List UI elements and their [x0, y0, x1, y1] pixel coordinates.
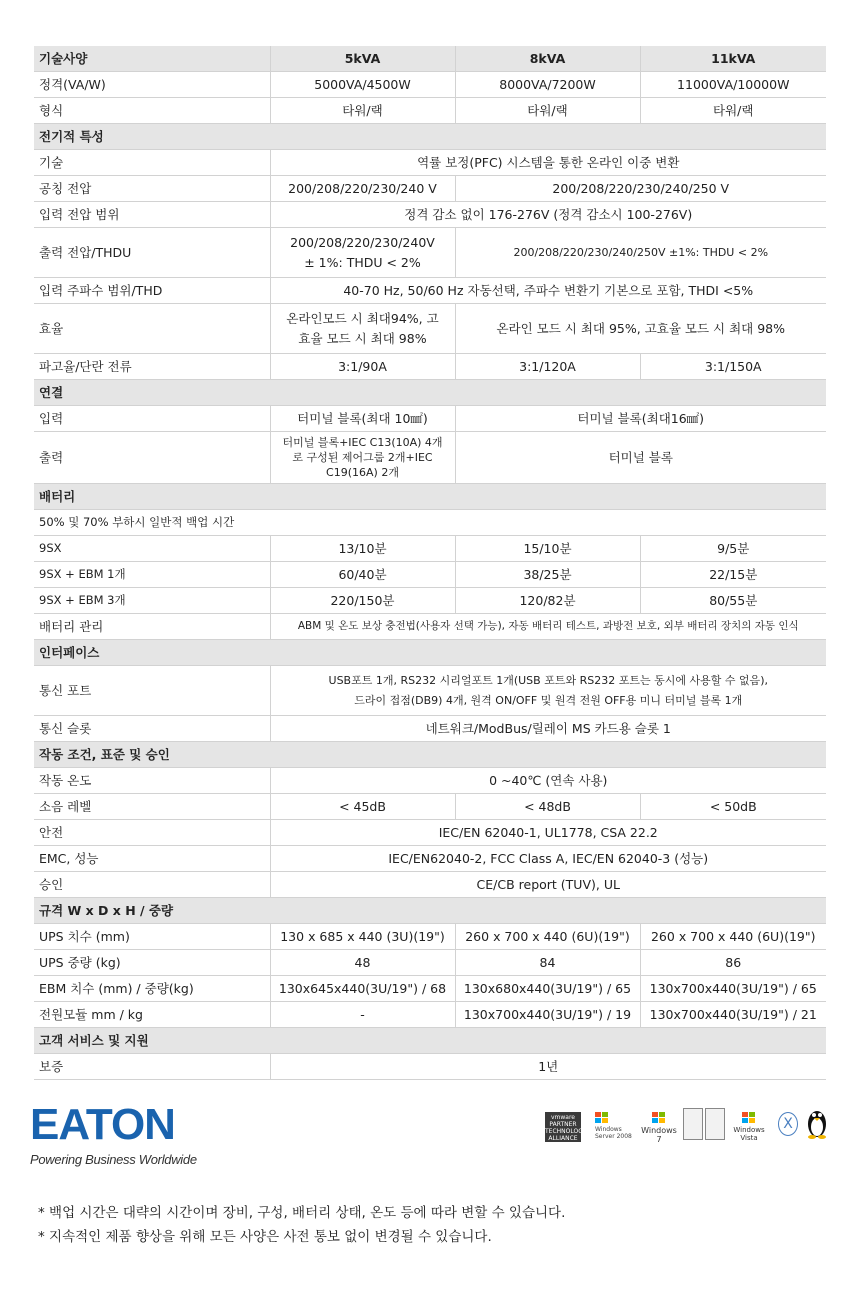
header-col-5kva: 5kVA	[270, 46, 455, 72]
row-label: 입력 주파수 범위/THD	[34, 278, 270, 304]
section-header	[34, 898, 826, 924]
table-row	[34, 1054, 826, 1080]
table-row	[34, 406, 826, 432]
cell: 11000VA/10000W	[640, 72, 826, 98]
cell: 130 x 685 x 440 (3U)(19")	[270, 924, 455, 950]
row-label: 안전	[34, 820, 270, 846]
footnote: * 지속적인 제품 향상을 위해 모든 사양은 사전 통보 없이 변경될 수 있습니다.	[38, 1229, 492, 1245]
table-row	[34, 976, 826, 1002]
certification-icon	[705, 1108, 725, 1140]
windows-server-badge	[595, 1112, 637, 1140]
cell: < 48dB	[455, 794, 640, 820]
row-label: 작동 온도	[34, 768, 270, 794]
ports-line-2: 드라이 접점(DB9) 4개, 원격 ON/OFF 및 원격 전원 OFF용 미니 터미널 블록 1개	[354, 693, 743, 707]
header-label: 기술사양	[34, 46, 270, 72]
cell: 38/25분	[455, 562, 640, 588]
cell: 130x645x440(3U/19") / 68	[270, 976, 455, 1002]
table-row	[34, 588, 826, 614]
cell: 3:1/90A	[270, 354, 455, 380]
windows-vista-badge	[726, 1112, 772, 1142]
row-label: 출력	[34, 432, 270, 484]
table-row	[34, 510, 826, 536]
cell: 8000VA/7200W	[455, 72, 640, 98]
row-label: 형식	[34, 98, 270, 124]
cell: 130x680x440(3U/19") / 65	[455, 976, 640, 1002]
row-label: 배터리 관리	[34, 614, 270, 640]
row-label: 정격(VA/W)	[34, 72, 270, 98]
cell: 3:1/150A	[640, 354, 826, 380]
row-label: 통신 포트	[34, 666, 270, 716]
cell: 86	[640, 950, 826, 976]
certification-icon	[683, 1108, 703, 1140]
cell: 1년	[270, 1054, 826, 1080]
cell: 260 x 700 x 440 (6U)(19")	[455, 924, 640, 950]
section-header	[34, 742, 826, 768]
table-row	[34, 278, 826, 304]
section-header	[34, 484, 826, 510]
header-col-8kva: 8kVA	[455, 46, 640, 72]
row-label: 9SX + EBM 1개	[34, 562, 270, 588]
table-row	[34, 176, 826, 202]
table-row	[34, 820, 826, 846]
table-row	[34, 768, 826, 794]
vmware-badge: vmware PARTNER TECHNOLOGY ALLIANCE	[545, 1114, 587, 1142]
cell: 13/10분	[270, 536, 455, 562]
cell: 260 x 700 x 440 (6U)(19")	[640, 924, 826, 950]
battery-note: 50% 및 70% 부하시 일반적 백업 시간	[34, 510, 826, 536]
cell: -	[270, 1002, 455, 1028]
cell: 역률 보정(PFC) 시스템을 통한 온라인 이중 변환	[270, 150, 826, 176]
table-row	[34, 150, 826, 176]
row-label: 보증	[34, 1054, 270, 1080]
row-label: 출력 전압/THDU	[34, 228, 270, 278]
cell: 터미널 블록	[455, 432, 826, 484]
logo-brand: EATON	[30, 1100, 175, 1149]
cell: 40-70 Hz, 50/60 Hz 자동선택, 주파수 변환기 기본으로 포함, THDI <5%	[270, 278, 826, 304]
row-label: 파고율/단란 전류	[34, 354, 270, 380]
row-label: 소음 레벨	[34, 794, 270, 820]
cell: < 45dB	[270, 794, 455, 820]
row-label: 입력	[34, 406, 270, 432]
table-row	[34, 716, 826, 742]
cell: 타워/랙	[455, 98, 640, 124]
cell: 220/150분	[270, 588, 455, 614]
windows7-label: Windows 7	[641, 1126, 677, 1144]
logo-tagline: Powering Business Worldwide	[30, 1152, 197, 1167]
cell: 온라인모드 시 최대94%, 고효율 모드 시 최대 98%	[270, 304, 455, 354]
cell: IEC/EN62040-2, FCC Class A, IEC/EN 62040-3 (성능)	[270, 846, 826, 872]
windows-vista-label: Windows Vista	[733, 1126, 765, 1142]
table-row	[34, 432, 826, 484]
cell: 120/82분	[455, 588, 640, 614]
table-row	[34, 666, 826, 716]
row-label: 통신 슬롯	[34, 716, 270, 742]
row-label: 전원모듈 mm / kg	[34, 1002, 270, 1028]
row-label: 입력 전압 범위	[34, 202, 270, 228]
cell: 15/10분	[455, 536, 640, 562]
cell: 200/208/220/230/240/250V ±1%: THDU < 2%	[455, 228, 826, 278]
cell: 200/208/220/230/240/250 V	[455, 176, 826, 202]
section-header	[34, 1028, 826, 1054]
cell: 터미널 블록(최대16㎟)	[455, 406, 826, 432]
section-header	[34, 124, 826, 150]
table-row	[34, 98, 826, 124]
cell: 터미널 블록(최대 10㎟)	[270, 406, 455, 432]
linux-tux-icon	[805, 1106, 829, 1140]
table-row	[34, 536, 826, 562]
cell: 60/40분	[270, 562, 455, 588]
table-row	[34, 72, 826, 98]
row-label: 공칭 전압	[34, 176, 270, 202]
table-row	[34, 562, 826, 588]
cell: 5000VA/4500W	[270, 72, 455, 98]
cell: 타워/랙	[640, 98, 826, 124]
table-row	[34, 304, 826, 354]
cell: IEC/EN 62040-1, UL1778, CSA 22.2	[270, 820, 826, 846]
ports-line-1: USB포트 1개, RS232 시리얼포트 1개(USB 포트와 RS232 포트는 동시에 사용할 수 없음),	[328, 673, 768, 687]
cell: 130x700x440(3U/19") / 65	[640, 976, 826, 1002]
windows-flag-icon	[742, 1112, 756, 1124]
spec-table	[34, 46, 826, 1080]
table-row	[34, 614, 826, 640]
row-label: UPS 치수 (mm)	[34, 924, 270, 950]
section-header	[34, 380, 826, 406]
table-row	[34, 950, 826, 976]
table-row	[34, 872, 826, 898]
row-label: 효율	[34, 304, 270, 354]
table-row	[34, 228, 826, 278]
row-label: 승인	[34, 872, 270, 898]
cell: 9/5분	[640, 536, 826, 562]
os-compatibility-badges	[545, 1104, 830, 1144]
section-title: 전기적 특성	[34, 124, 826, 150]
section-header	[34, 640, 826, 666]
table-row	[34, 202, 826, 228]
windows-flag-icon	[652, 1112, 666, 1124]
cell: 80/55분	[640, 588, 826, 614]
header-row	[34, 46, 826, 72]
table-row	[34, 794, 826, 820]
cell: 터미널 블록+IEC C13(10A) 4개로 구성된 제어그룹 2개+IEC C19(16A) 2개	[270, 432, 455, 484]
row-label: 9SX	[34, 536, 270, 562]
windows-server-label: Windows Server 2008	[595, 1126, 632, 1140]
section-title: 규격 W x D x H / 중량	[34, 898, 826, 924]
mac-os-x-icon: X	[778, 1112, 798, 1136]
section-title: 인터페이스	[34, 640, 826, 666]
section-title: 고객 서비스 및 지원	[34, 1028, 826, 1054]
table-row	[34, 1002, 826, 1028]
cell: 타워/랙	[270, 98, 455, 124]
cell: CE/CB report (TUV), UL	[270, 872, 826, 898]
cell: 22/15분	[640, 562, 826, 588]
row-label: UPS 중량 (kg)	[34, 950, 270, 976]
cell: 200/208/220/230/240V ± 1%: THDU < 2%	[270, 228, 455, 278]
eaton-logo	[30, 1100, 197, 1167]
row-label: EBM 치수 (mm) / 중량(kg)	[34, 976, 270, 1002]
table-row	[34, 924, 826, 950]
table-row	[34, 846, 826, 872]
windows7-badge	[638, 1112, 680, 1144]
table-row	[34, 354, 826, 380]
section-title: 연결	[34, 380, 826, 406]
cell	[270, 666, 826, 716]
footnote: * 백업 시간은 대략의 시간이며 장비, 구성, 배터리 상태, 온도 등에 따라 변할 수 있습니다.	[38, 1205, 566, 1221]
cell: 0 ~40℃ (연속 사용)	[270, 768, 826, 794]
cell: 네트워크/ModBus/릴레이 MS 카드용 슬롯 1	[270, 716, 826, 742]
cell: < 50dB	[640, 794, 826, 820]
cell: 130x700x440(3U/19") / 21	[640, 1002, 826, 1028]
row-label: 9SX + EBM 3개	[34, 588, 270, 614]
windows-flag-icon	[595, 1112, 609, 1124]
cell: 48	[270, 950, 455, 976]
cell: 온라인 모드 시 최대 95%, 고효율 모드 시 최대 98%	[455, 304, 826, 354]
section-title: 배터리	[34, 484, 826, 510]
row-label: EMC, 성능	[34, 846, 270, 872]
cell: 200/208/220/230/240 V	[270, 176, 455, 202]
cell: 84	[455, 950, 640, 976]
header-col-11kva: 11kVA	[640, 46, 826, 72]
cell: 3:1/120A	[455, 354, 640, 380]
section-title: 작동 조건, 표준 및 승인	[34, 742, 826, 768]
row-label: 기술	[34, 150, 270, 176]
cell: 정격 감소 없이 176-276V (정격 감소시 100-276V)	[270, 202, 826, 228]
footnotes	[38, 1201, 565, 1249]
cell: ABM 및 온도 보상 충전법(사용자 선택 가능), 자동 배터리 테스트, 과방전 보호, 외부 배터리 장치의 자동 인식	[270, 614, 826, 640]
cell: 130x700x440(3U/19") / 19	[455, 1002, 640, 1028]
